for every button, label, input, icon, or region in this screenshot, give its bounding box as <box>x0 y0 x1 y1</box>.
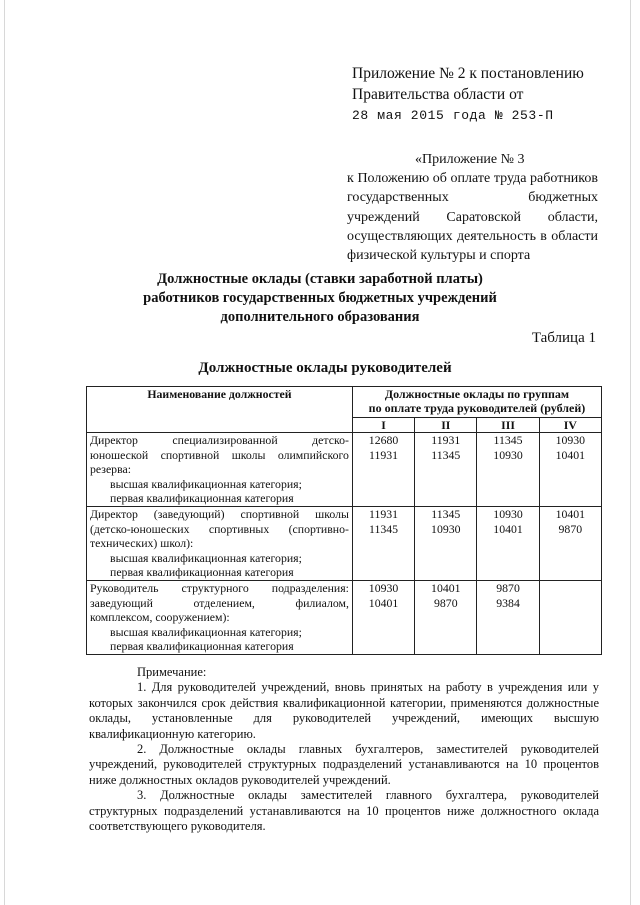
position-title-line: Директор специализированной детско- <box>90 433 349 447</box>
salary-cell <box>477 506 539 580</box>
group-header: III <box>477 418 539 433</box>
salary-value: 10401 <box>555 447 586 462</box>
header-groups-line-1: Должностные оклады по группам <box>384 387 570 401</box>
note-item: 3. Должностные оклады заместителей главного бухгалтера, руководителей структурных подразделений устанавливаются на 10 процентов ниже должностного оклада соответствующего руководителя. <box>89 788 599 834</box>
salary-cell <box>477 433 539 507</box>
position-cell <box>87 580 353 654</box>
table-header-row <box>87 387 602 418</box>
table-row <box>87 506 602 580</box>
position-title-line: комплексом, сооружением): <box>90 610 230 625</box>
salary-value: 10930 <box>493 506 523 521</box>
salary-value: 9870 <box>496 580 520 595</box>
salary-value: 11931 <box>431 433 461 447</box>
salary-cell <box>539 433 601 507</box>
salary-value: 10401 <box>555 506 586 521</box>
position-cell <box>87 506 353 580</box>
table-row <box>87 433 602 507</box>
position-title-line: юношеской спортивной школы олимпийского <box>90 447 349 462</box>
position-title-line: Руководитель структурного подразделения: <box>90 580 349 595</box>
salary-value: 11931 <box>369 506 399 521</box>
annex-title: «Приложение № 3 <box>415 152 525 167</box>
salary-table <box>86 386 602 655</box>
annex-reference <box>347 150 598 265</box>
position-title-line: резерва: <box>90 462 132 477</box>
header-groups-line-2: по оплате труда руководителей (рублей) <box>368 401 586 415</box>
header-groups <box>352 387 601 418</box>
salary-cell <box>352 580 414 654</box>
salary-value: 12680 <box>368 433 399 447</box>
table-title: Должностные оклады руководителей <box>198 360 452 376</box>
category-label: первая квалификационная категория <box>110 565 294 580</box>
salary-value: 11345 <box>493 433 523 447</box>
category-label: первая квалификационная категория <box>110 639 294 654</box>
table-row <box>87 580 602 654</box>
document-title <box>80 270 560 327</box>
header-positions: Наименование должностей <box>87 387 353 433</box>
resolution-header <box>352 63 612 126</box>
salary-cell <box>352 433 414 507</box>
group-header: I <box>352 418 414 433</box>
position-title-line: технических) школ): <box>90 536 194 551</box>
position-title-line: (детско-юношеских спортивных (спортивно- <box>90 521 349 536</box>
salary-value: 9384 <box>496 595 520 610</box>
category-label: первая квалификационная категория <box>110 491 294 506</box>
note-item: 1. Для руководителей учреждений, вновь принятых на работу в учреждения или у которых закончился срок действия квалификационной категории, применяются должностные оклады, установленные для руководителей учреждений, имеющих высшую квалификационную категорию. <box>89 680 599 741</box>
header-date-line: 28 мая 2015 года № 253-П <box>352 108 554 123</box>
group-header: II <box>415 418 477 433</box>
scan-edge-left <box>4 0 5 905</box>
category-label: высшая квалификационная категория; <box>110 550 302 565</box>
table-number: Таблица 1 <box>531 330 596 346</box>
position-title-line: Директор (заведующий) спортивной школы <box>90 506 349 521</box>
salary-value: 10930 <box>493 447 523 462</box>
salary-value: 10401 <box>493 521 523 536</box>
salary-cell <box>477 580 539 654</box>
note-item: 2. Должностные оклады главных бухгалтеров, заместителей руководителей учреждений, руководителей структурных подразделений устанавливаются на 10 процентов ниже должностных окладов руководителей учреждений. <box>89 742 599 787</box>
category-label: высшая квалификационная категория; <box>110 476 302 491</box>
category-label: высшая квалификационная категория; <box>110 624 302 639</box>
salary-value: 10930 <box>431 521 461 536</box>
header-line-1: Приложение № 2 к постановлению <box>352 65 584 82</box>
salary-cell <box>415 580 477 654</box>
salary-cell <box>415 433 477 507</box>
title-line-2: работников государственных бюджетных учреждений <box>143 290 497 306</box>
salary-cell <box>415 506 477 580</box>
salary-cell <box>539 506 601 580</box>
scan-edge-right <box>630 0 631 905</box>
salary-value: 11345 <box>431 447 461 462</box>
annex-text: к Положению об оплате труда работников государственных бюджетных учреждений Саратовской области, осуществляющих деятельность в области физической культуры и спорта <box>347 171 598 264</box>
notes-title: Примечание: <box>137 665 207 679</box>
title-line-1: Должностные оклады (ставки заработной платы) <box>157 271 483 287</box>
salary-value: 11931 <box>369 447 399 462</box>
notes-section <box>89 665 599 834</box>
salary-value: 10930 <box>555 433 586 447</box>
salary-value: 9870 <box>558 521 583 536</box>
header-line-2: Правительства области от <box>352 86 524 103</box>
salary-value: 11345 <box>369 521 399 536</box>
title-line-3: дополнительного образования <box>220 309 420 325</box>
salary-value: 10930 <box>368 580 399 595</box>
salary-value: 10401 <box>368 595 399 610</box>
salary-value: 11345 <box>431 506 461 521</box>
group-header: IV <box>539 418 601 433</box>
salary-cell <box>539 580 601 654</box>
position-title-line: заведующий отделением, филиалом, <box>90 595 349 610</box>
position-cell <box>87 433 353 507</box>
salary-cell <box>352 506 414 580</box>
salary-value: 9870 <box>434 595 458 610</box>
salary-value: 10401 <box>431 580 461 595</box>
